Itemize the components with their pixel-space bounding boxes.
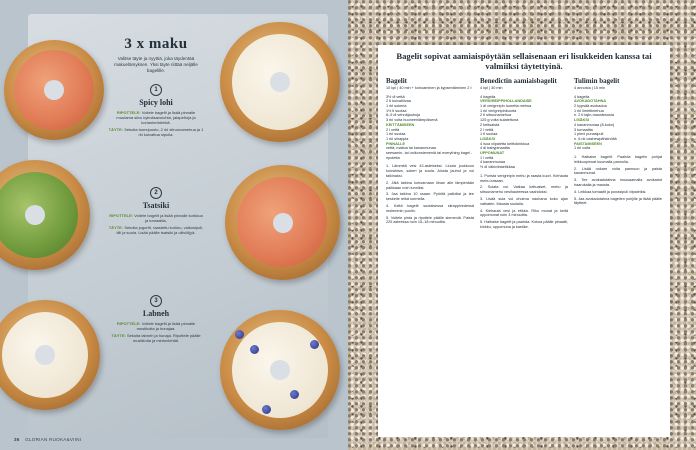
ingredient-item: 1 dl verigreipin tuoretta mehua [480,104,532,108]
recipe-title: Benedictin aamiaisbagelit [480,77,557,85]
ingredient-item: 1 rkl voita [574,146,591,151]
ingredient-list [574,95,662,151]
ingredient-item: 4 isoa viipaletta keittokinkkua [480,141,530,146]
page-footer [14,437,81,442]
ingredient-subheading: VERIGREIPPIHOLLANDAISE [480,99,532,104]
method-step: 3. Lisää sula voi ohuena nauhana koko ajan vatkaten. Mausta suolalla. [480,197,568,206]
ingredient-item: 4 kananmunaa (8-koko) [574,122,615,127]
magazine-name: GLORIAN RUOKA&VIINI [25,437,82,442]
bagel-photo [220,310,340,430]
method-step: 5. Voitele pinta ja ripottele päälle siemeniä. Paista 225 asteessa noin 15–18 minuuttia. [386,215,474,225]
flavor-number: 3 [150,295,162,307]
recipe-column [480,77,568,232]
ingredient-subheading: LISÄKSI [574,118,589,123]
bagel-photo [4,40,104,140]
method-step: 1. Lämmitä vesi 42-asteiseksi. Liuota joukkoon kuivahiiva, sokeri ja suola. Alusta jauhot ja voi taikinaksi. [386,164,474,179]
method-step: 5. Jaa avokadotahna bagelien pohjille ja lisää päälle täytteet. [574,196,662,206]
intro-text: Valitse täyte ja nyyttiä, joka täydentää makuelämyksen. Yksi täyte riittää neljälle bagelille. [114,56,198,73]
ingredient-item: seesamin- tai unikonsiemeniä tai everything bagel -ripotetta [386,151,473,160]
right-page [348,0,696,450]
blueberry [250,345,259,354]
recipe-servings: 4 kpl | 30 min [480,86,503,90]
step-list [480,174,568,230]
ingredient-subheading: AVOKADOTAHNA [574,99,607,104]
ingredient-item: 1½ tl suolaa [386,108,407,113]
recipe-column [574,77,662,232]
method-step: 5. Halkaise bagelit ja paahda. Kokoa päälle pinaatti, kinkku, uppomuna ja kastike. [480,220,568,230]
recipe-servings: 4 annosta | 15 min [574,86,606,90]
ingredient-subheading: LISÄKSI [480,136,495,141]
ingredient-item: n. 2 tl tajin-maustesosia [574,113,614,118]
method-step: 4. Leikkaa tomaatit ja punasipuli viipaleiksi. [574,189,647,194]
ingredient-item: 3½ dl vettä [386,94,405,99]
bagel-photo [220,22,340,142]
ingredient-item: 8–9 dl vehnäjauhoja [386,113,420,118]
blueberry [310,340,319,349]
bagel-photo [225,165,340,280]
flavor-title: Spicy lohi [139,98,173,107]
ingredient-item: 2 l vettä [480,127,494,132]
method-step: 4. Kiehauta vesi ja etikka. Riko munat ja keitä uppomunat noin 3 minuuttia. [480,208,568,218]
ingredient-item: 1 rkl verigreipinkuorta [480,108,517,113]
recipe-columns [386,77,662,232]
ingredient-item: 1 rkl limettimehua [574,108,604,113]
recipe-headline: Bagelit sopivat aamiaispöytään sellaisenaan eri lisukkeiden kanssa tai valmiiksi täytettyinä. [396,51,652,71]
method-step: 3. Tee avokadotahna muusaamalla avokadot haarukalla ja mausta. [574,178,662,188]
ingredient-item: 1 tl suolaa [480,132,498,137]
ingredient-item: 1 rkl suolaa [386,132,406,137]
ingredient-list [480,95,568,170]
step-list [574,155,662,206]
method-step: 1. Halkaise bagelit. Paahda bagelin pohjat leikkuupinnat kuumalla pannulla. [574,155,662,164]
ingredient-subheading: UPPOMUNAT [480,151,505,156]
ingredient-list [386,95,474,161]
recipe-title: Tulimin bagelit [574,77,620,85]
blueberry [262,405,271,414]
method-step: 2. Jätä taikina kohoamaan liinan alle lämpimään paikkaan noin tunniksi. [386,180,474,190]
ingredient-subheading: PINNALLE [386,141,405,146]
ingredient-item: 1 rkl siirappia [386,136,409,141]
ingredient-item: 3 tomaattia [574,127,593,132]
ingredient-item: n. 6 rkl cashewpähkinöitä [574,136,617,141]
ingredient-item: 2 keltuaista [480,122,500,127]
ingredient-item: 4 bagelia [480,94,496,99]
ingredient-item: 2 kypsää avokadoa [574,104,607,108]
ingredient-item: 1 l vettä [480,155,494,160]
flavor-number: 1 [150,84,162,96]
ingredient-item: vettä, maitoa tai kananmunaa [386,146,436,151]
flavor-title: Labneh [142,309,170,318]
method-step: 4. Keitä bagelit suolaisessa siirappivedessä molemmin puolin. [386,204,474,213]
flavor-line: RIPOTTELE: Voitele bagelit ja lisää pinnalle mustikoita ja hunajaa. [116,321,196,331]
ingredient-item: 2 l vettä [386,127,400,132]
ingredient-item: 1 pieni punasipuli [574,132,604,137]
recipe-servings: 10 kpl | 40 min + kohoaminen ja kypsentäminen 2 t [386,86,472,90]
flavor-labneh [108,295,204,343]
flavor-line: TÄYTE: Sekoita jogurtti, raastettu kurkku, valkosipuli, tilli ja suola. Lisää päälle tsatsiki ja oliiviöljyä. [108,225,204,235]
ingredient-subheading: PAISTAMISEEN [574,141,602,146]
ingredient-item: 1 rkl sokeria [386,104,407,108]
flavor-number: 2 [150,187,162,199]
blueberry [235,330,244,339]
blueberry [290,390,299,399]
ingredient-item: 4 kananmunaa [480,160,506,165]
method-step: 3. Jaa taikina 10 osaan. Pyöritä palloiksi ja tee keskelle reikä sormella. [386,192,474,202]
ingredient-subheading: KEITTÄMISEEN [386,122,415,127]
ingredient-item: 125 g voita sulatettuna [480,118,519,123]
recipe-card [378,45,670,437]
ingredient-item: 2 tl kuivahiivaa [386,99,411,104]
flavor-line: RIPOTTELE: Voitele bagelit ja lisää pinnalle kurkkua ja tomaattia. [109,213,203,223]
method-step: 2. Sulata voi. Vatkaa keltuaiset, mehu ja sitruunamehu vesihauteessa vaahdoksi. [480,185,568,195]
flavor-panel [108,36,204,349]
method-step: 1. Purista verigreipin mehu ja raasta kuori. Kiehauta mehu kasaan. [480,173,568,183]
flavor-line: TÄYTE: Sekoita labneh ja hunaja. Ripottele päälle mustikoita ja mintunlehtiä. [111,333,201,343]
page-title: 3 x maku [124,36,188,52]
flavor-tsatsiki [108,187,204,235]
ingredient-item: 2 tl sitruunamehua [480,113,512,118]
method-step: 2. Lisää nokare voita pannuun ja paista kananmunat. [574,166,662,176]
flavor-line: TÄYTE: Sekoita tuorejuusto, 2 rkl sitruunamehua ja 1 rkl kuivattua sipulia. [108,127,204,137]
step-list [386,164,474,225]
flavor-line: RIPOTTELE: Voitele bagelit ja lisää pinnalle muutama siivu kylmäsavulohta, jalapeñoja ja korianterinlehtiä. [116,110,196,125]
flavor-spicy-lohi [108,84,204,137]
ingredient-item: 4 bagelia [574,94,590,99]
recipe-column [386,77,474,232]
ingredient-item: 4 dl babypinaattia [480,146,510,151]
ingredient-item: ½ dl väkiviinaetikkaa [480,165,515,170]
flavor-title: Tsatsiki [142,201,170,210]
ingredient-item: 3 rkl voita huoneenlämpöisenä [386,118,438,123]
page-number: 36 [14,437,20,442]
recipe-title: Bagelit [386,77,407,85]
